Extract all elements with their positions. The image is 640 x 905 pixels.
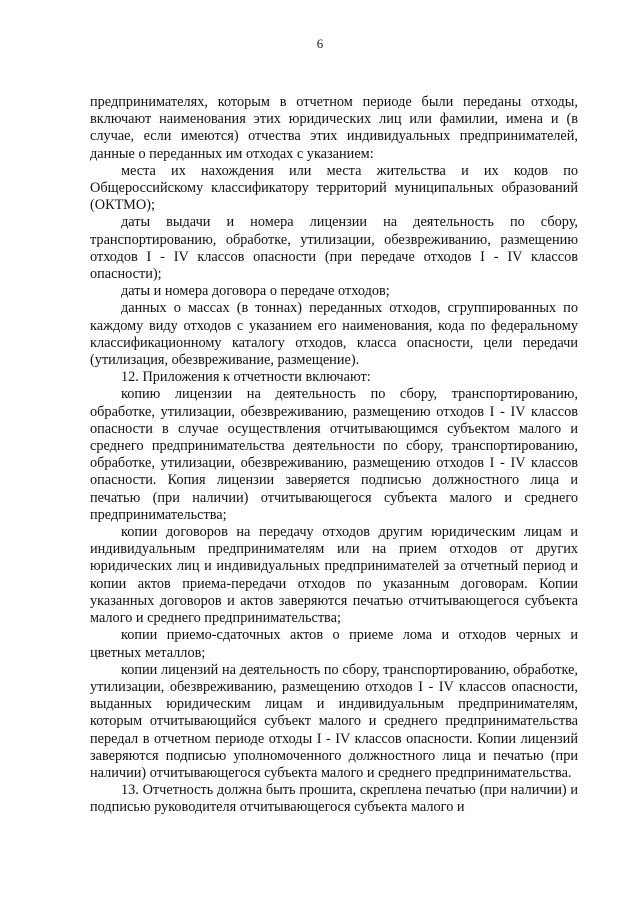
paragraph-license-copies: копии лицензий на деятельность по сбору, транспортированию, обработке, утилизации, обезвреживанию, размещению отходов I - IV классов опасности, выданных юридическим лицам и индивидуальным предпринимателям, которым отчитывающийся субъект малого и среднего предпринимательства передал в отчетном периоде отходы I - IV классов опасности. Копии лицензий заверяются подписью уполномоченного должностного лица и печатью (при наличии) отчитывающегося субъекта малого и среднего предпринимательства. (90, 661, 578, 781)
paragraph-license-dates: даты выдачи и номера лицензии на деятельность по сбору, транспортированию, обработке, утилизации, обезвреживанию, размещению отходов I - IV классов опасности (при передаче отходов I - IV классов опасности); (90, 214, 578, 283)
paragraph-section-12-heading: 12. Приложения к отчетности включают: (121, 369, 371, 386)
paragraph-metal-acts: копии приемо-сдаточных актов о приеме лома и отходов черных и цветных металлов; (90, 627, 578, 661)
paragraph-section-13: 13. Отчетность должна быть прошита, скреплена печатью (при наличии) и подписью руководителя отчитывающегося субъекта малого и (90, 782, 578, 816)
paragraph-contract-dates: даты и номера договора о передаче отходов; (121, 283, 390, 300)
page-number: 6 (316, 36, 324, 51)
paragraph-continuation: предпринимателях, которым в отчетном периоде были переданы отходы, включают наименования этих юридических лиц или фамилии, имена и (в случае, если имеются) отчества этих индивидуальных предпринимателей, данные о переданных им отходах с указанием: (90, 94, 578, 162)
paragraph-waste-masses: данных о массах (в тоннах) переданных отходов, сгруппированных по каждому виду отходов с указанием его наименования, кода по федеральному классификационному каталогу отходов, класса опасности, цели передачи (утилизация, обезвреживание, размещение). (90, 300, 578, 369)
document-body (90, 94, 578, 817)
paragraph-license-copy: копию лицензии на деятельность по сбору, транспортированию, обработке, утилизации, обезвреживанию, размещению отходов I - IV классов опасности в случае осуществления отчитывающимся субъектом малого и среднего предпринимательства деятельности по сбору, транспортированию, обработке, утилизации, обезвреживанию, размещению отходов I - IV классов опасности. Копия лицензии заверяется подписью должностного лица и печатью (при наличии) отчитывающегося субъекта малого и среднего предпринимательства; (90, 386, 578, 523)
paragraph-contract-copies: копии договоров на передачу отходов другим юридическим лицам и индивидуальным предпринимателям или на прием отходов от других юридических лиц и индивидуальных предпринимателей за отчетный период и копии актов приема-передачи отходов по указанным договорам. Копии указанных договоров и актов заверяются печатью отчитывающегося субъекта малого и среднего предпринимательства; (90, 524, 578, 627)
paragraph-location: места их нахождения или места жительства и их кодов по Общероссийскому классификатору территорий муниципальных образований (ОКТМО); (90, 162, 578, 214)
